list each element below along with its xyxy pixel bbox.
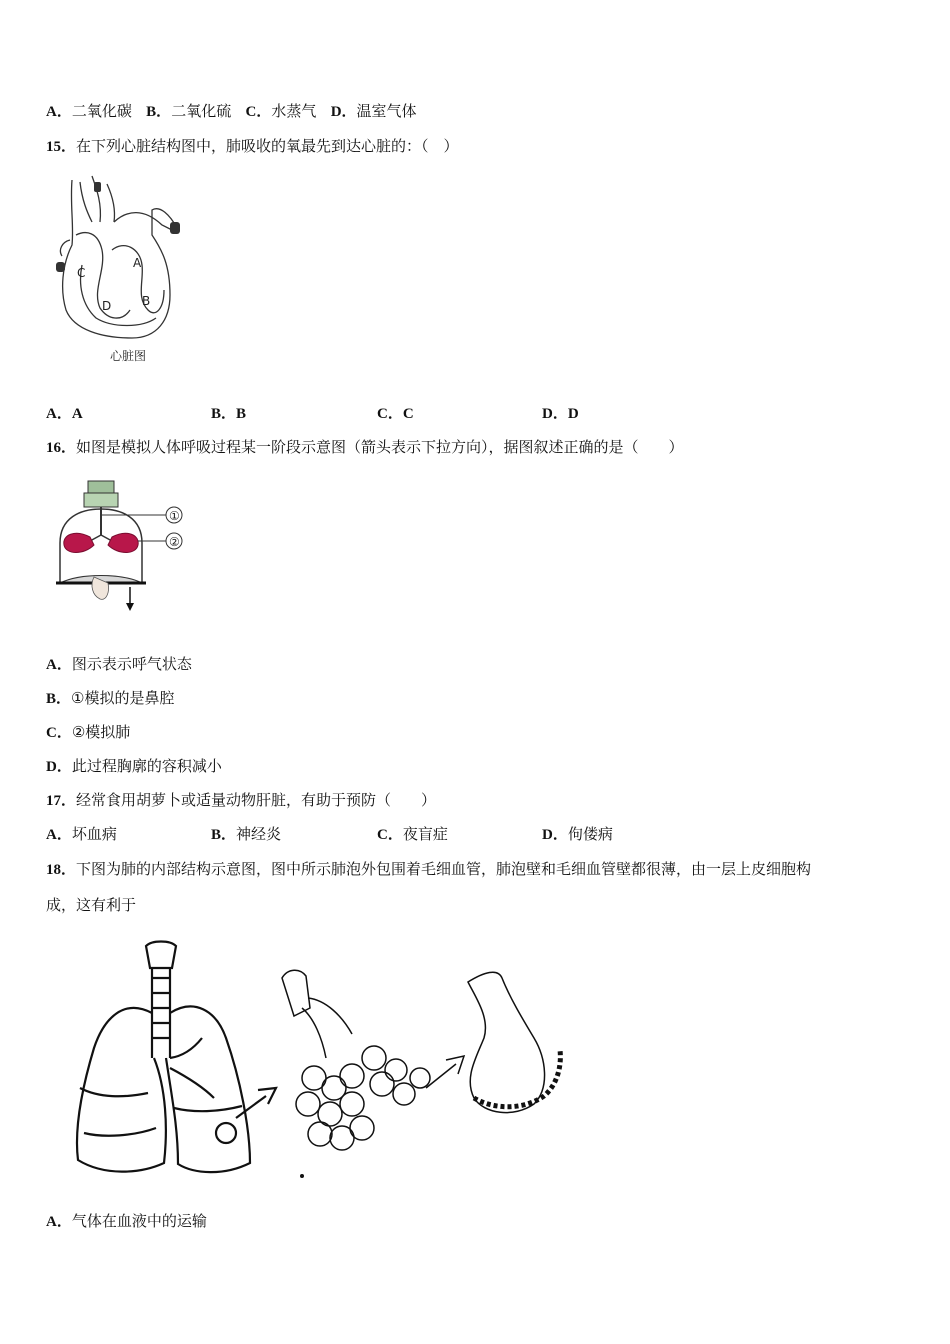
q17-option-d: D．佝偻病	[542, 825, 613, 843]
jar-label-1: ①	[169, 509, 180, 523]
q15-option-d: D．D	[542, 406, 579, 422]
q17-option-c: C．夜盲症	[377, 825, 448, 843]
lung-structure-diagram	[44, 938, 574, 1183]
heart-caption: 心脏图	[110, 349, 147, 363]
q14-option-b-text: 二氧化硫	[171, 102, 232, 120]
q18-stem-line1: 18．下图为肺的内部结构示意图，图中所示肺泡外包围着毛细血管，肺泡壁和毛细血管壁都很薄，由一层上皮细胞构	[46, 860, 812, 878]
q17-option-a: A．坏血病	[46, 825, 117, 843]
q14-option-d-text: 温室气体	[356, 102, 417, 120]
heart-label-a: A	[133, 256, 142, 270]
q18-stem-line2: 成，这有利于	[46, 896, 137, 914]
q18-option-a: A．气体在血液中的运输	[46, 1212, 207, 1230]
bell-jar-diagram	[50, 473, 195, 623]
q16-option-c: C．②模拟肺	[46, 723, 131, 741]
jar-label-2: ②	[169, 535, 180, 549]
heart-label-d: D	[102, 299, 112, 313]
q14-option-c-text: 水蒸气	[271, 102, 317, 120]
q15-option-c: C．C	[377, 406, 414, 422]
q16-option-b: B．①模拟的是鼻腔	[46, 689, 175, 707]
heart-label-b: B	[142, 294, 151, 308]
q15-stem: 15．在下列心脏结构图中，肺吸收的氧最先到达心脏的：（ ）	[46, 137, 459, 155]
q17-option-b: B．神经炎	[211, 825, 282, 843]
q14-option-a-text: 二氧化碳	[71, 102, 132, 120]
q16-stem: 16．如图是模拟人体呼吸过程某一阶段示意图（箭头表示下拉方向），据图叙述正确的是（ ）	[46, 438, 684, 456]
heart-label-c: C	[77, 266, 86, 280]
q17-stem: 17．经常食用胡萝卜或适量动物肝脏，有助于预防（ ）	[46, 791, 437, 809]
q16-option-a: A．图示表示呼气状态	[46, 655, 192, 673]
q16-option-d: D．此过程胸廓的容积减小	[46, 757, 222, 775]
q14-options: A．二氧化碳 B．二氧化硫 C．水蒸气 D．温室气体	[46, 102, 417, 120]
q15-option-a: A．A	[46, 406, 83, 422]
q15-option-b: B．B	[211, 406, 247, 422]
heart-diagram	[52, 170, 187, 370]
